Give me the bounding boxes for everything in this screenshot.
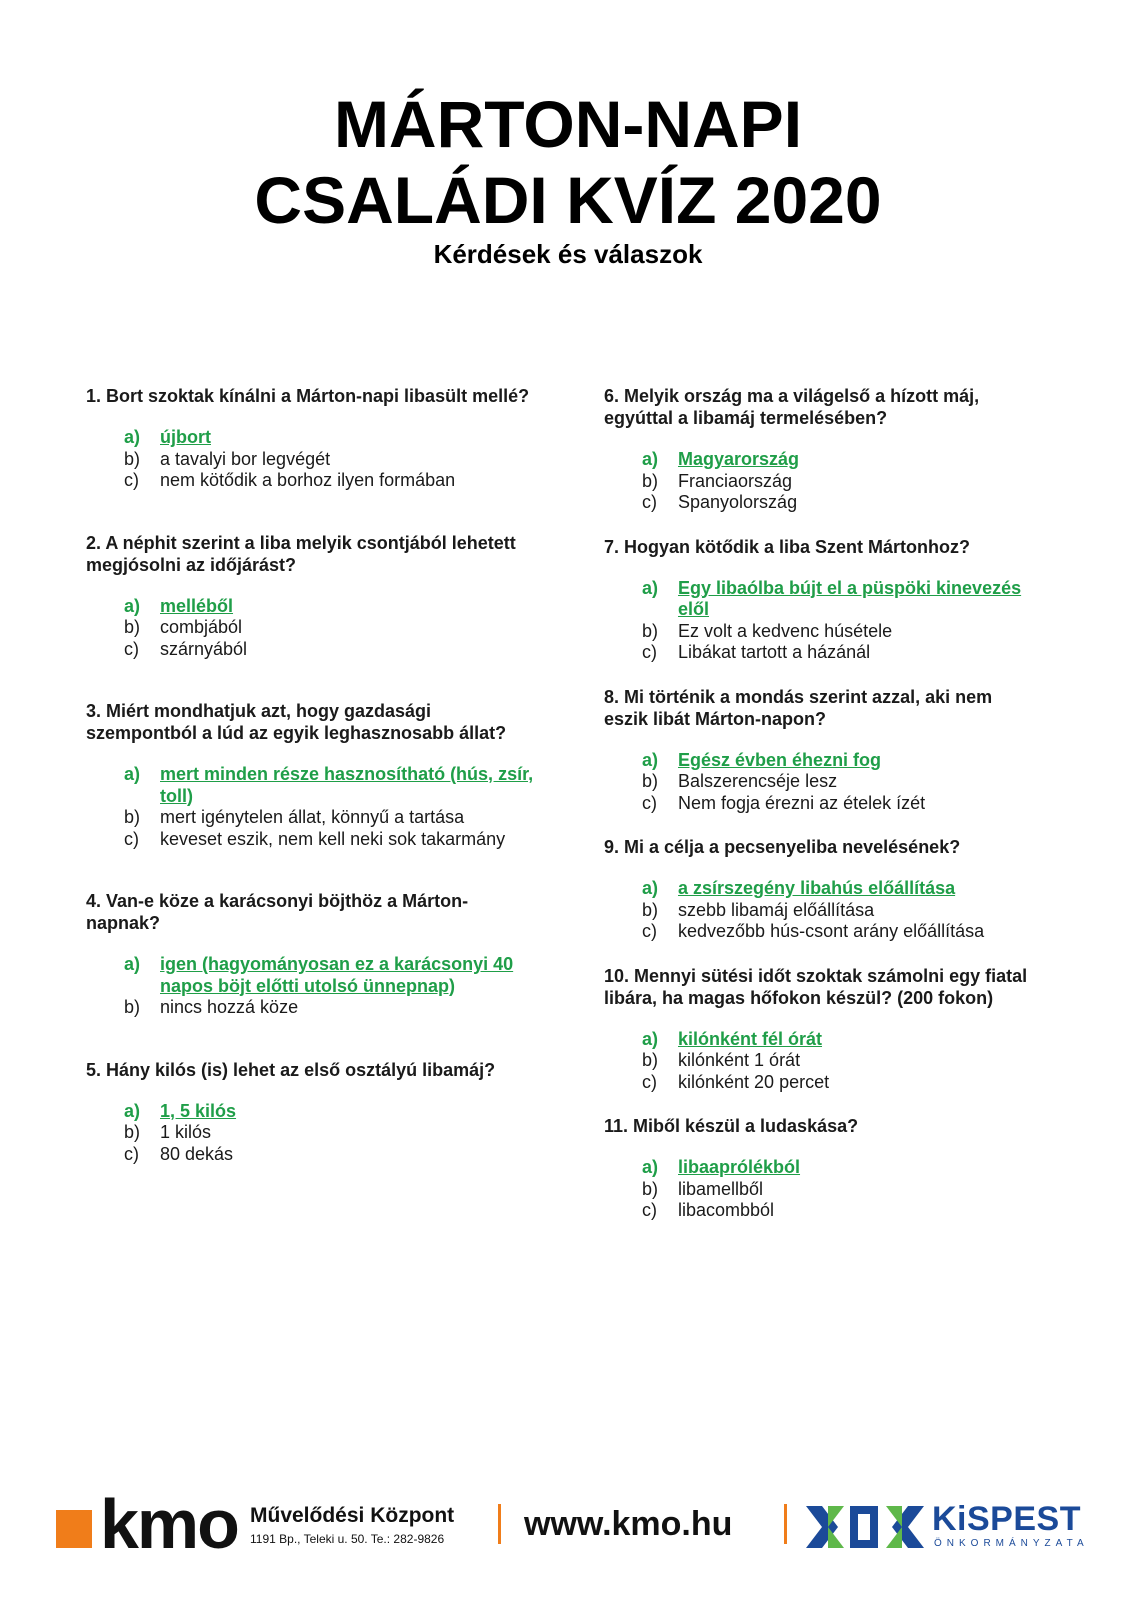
answer-list [604, 1157, 1034, 1222]
answer-text: mert igénytelen állat, könnyű a tartása [160, 807, 465, 827]
correct-answer [86, 764, 536, 807]
answer-letter: a) [124, 764, 141, 784]
answer-text: Spanyolország [678, 492, 798, 512]
correct-answer [86, 596, 536, 618]
answer-text: szárnyából [160, 638, 248, 659]
answer-option [86, 639, 536, 661]
answer-letter: b) [124, 617, 141, 637]
answer-text: a tavalyi bor legvégét [160, 448, 331, 469]
answer-option [86, 449, 536, 471]
website-link[interactable]: www.kmo.hu [524, 1505, 733, 1543]
answer-text: újbort [160, 427, 211, 447]
kmo-address: 1191 Bp., Teleki u. 50. Te.: 282-9826 [250, 1532, 445, 1546]
kispest-subtitle: ÖNKORMÁNYZATA [934, 1538, 1089, 1549]
question-block [86, 890, 536, 1019]
answer-letter: b) [124, 997, 141, 1017]
footer-divider [784, 1504, 787, 1544]
answer-text: kilónként 1 órát [678, 1050, 801, 1070]
answer-letter: c) [642, 921, 657, 941]
answer-text: Nem fogja érezni az ételek ízét [678, 792, 926, 813]
title-line-1: MÁRTON-NAPI [333, 87, 803, 161]
question-text: 2. A néphit szerint a liba melyik csontjából lehetett megjósolni az időjárást? [86, 532, 516, 575]
answer-text: libamellből [678, 1178, 764, 1199]
question-block [86, 385, 536, 492]
subtitle: Kérdések és válaszok [433, 239, 703, 269]
answer-option [604, 1200, 1034, 1222]
kmo-logo: kmo [100, 1485, 238, 1563]
question-text: 10. Mennyi sütési időt szoktak számolni egy fiatal libára, ha magas hőfokon készül? (200 fokon) [604, 965, 1028, 1008]
correct-answer [86, 427, 536, 449]
answer-text: Egész évben éhezni fog [678, 749, 882, 770]
correct-answer [604, 878, 1034, 900]
answer-list [604, 449, 1034, 514]
answer-text: szebb libamáj előállítása [678, 899, 875, 920]
answer-letter: c) [642, 642, 657, 662]
answer-option [604, 471, 1034, 493]
answer-text: kilónként 20 percet [678, 1071, 830, 1092]
correct-answer [604, 1157, 1034, 1179]
answer-letter: a) [642, 878, 659, 898]
answer-letter: b) [124, 1122, 141, 1142]
answer-option [86, 1144, 536, 1166]
answer-letter: b) [124, 448, 141, 469]
answer-letter: b) [642, 899, 659, 920]
question-block [604, 686, 1034, 815]
answer-option [604, 793, 1034, 815]
answer-text: Libákat tartott a házánál [678, 642, 871, 662]
answer-list [604, 750, 1034, 815]
answer-text: kilónként fél órát [678, 1028, 823, 1049]
answer-letter: c) [642, 1200, 657, 1220]
answer-text: 1, 5 kilós [160, 1100, 237, 1121]
answer-option [86, 807, 536, 829]
answer-list [604, 1029, 1034, 1094]
correct-answer [604, 1029, 1034, 1051]
answer-text: combjából [160, 617, 243, 637]
question-text: 3. Miért mondhatjuk azt, hogy gazdasági szempontból a lúd az egyik leghasznosabb állat? [86, 701, 507, 743]
answer-letter: c) [124, 1143, 139, 1164]
title-line-2: CSALÁDI KVÍZ 2020 [254, 163, 882, 237]
answer-text: igen (hagyományosan ez a karácsonyi 40 napos böjt előtti utolsó ünnepnap) [160, 954, 514, 996]
correct-answer [86, 1101, 536, 1123]
answer-text: a zsírszegény libahús előállítása [678, 878, 956, 898]
answer-text: nem kötődik a borhoz ilyen formában [160, 470, 456, 490]
answer-text: keveset eszik, nem kell neki sok takarmány [160, 828, 506, 849]
answer-letter: a) [124, 427, 141, 447]
footer-divider [498, 1504, 501, 1544]
answer-text: 80 dekás [160, 1143, 234, 1164]
answer-option [86, 617, 536, 639]
answer-letter: c) [642, 792, 657, 813]
answer-letter: a) [642, 749, 659, 770]
answer-text: melléből [160, 595, 234, 616]
answer-letter: b) [642, 1050, 659, 1070]
answer-option [604, 771, 1034, 793]
correct-answer [86, 954, 536, 997]
answer-text: Franciaország [678, 470, 793, 491]
answer-option [86, 1122, 536, 1144]
answer-option [604, 642, 1034, 664]
question-block [604, 836, 1034, 943]
question-text: 5. Hány kilós (is) lehet az első osztályú libamáj? [86, 1059, 496, 1080]
answer-letter: c) [124, 828, 139, 849]
kmo-orange-square-icon [56, 1510, 92, 1548]
answer-text: Balszerencséje lesz [678, 771, 838, 791]
answer-letter: a) [642, 1157, 659, 1177]
question-block [604, 965, 1034, 1094]
answer-option [86, 470, 536, 492]
answer-list [86, 954, 536, 1019]
question-block [86, 700, 536, 850]
answer-letter: b) [642, 620, 659, 641]
answer-list [604, 878, 1034, 943]
answer-list [604, 578, 1034, 664]
answer-option [604, 492, 1034, 514]
correct-answer [604, 750, 1034, 772]
answer-letter: c) [642, 1071, 657, 1092]
answer-letter: b) [642, 771, 659, 791]
question-text: 6. Melyik ország ma a világelső a hízott máj, egyúttal a libamáj termelésében? [604, 386, 980, 428]
answer-text: Magyarország [678, 449, 800, 469]
answer-letter: b) [642, 470, 659, 491]
kispest-xix-logo-icon [806, 1506, 924, 1548]
answer-option [604, 900, 1034, 922]
answer-text: kedvezőbb hús-csont arány előállítása [678, 921, 985, 941]
answer-text: libaaprólékból [678, 1157, 801, 1177]
answer-option [604, 621, 1034, 643]
answer-text: 1 kilós [160, 1122, 212, 1142]
question-text: 1. Bort szoktak kínálni a Márton-napi libasült mellé? [86, 386, 530, 406]
answer-letter: c) [642, 492, 657, 512]
answer-text: Ez volt a kedvenc húsétele [678, 620, 893, 641]
answer-list [86, 427, 536, 492]
question-block [86, 1059, 536, 1166]
answer-option [86, 997, 536, 1019]
answer-letter: a) [642, 1028, 659, 1049]
kmo-name: Művelődési Központ [250, 1504, 455, 1527]
question-text: 7. Hogyan kötődik a liba Szent Mártonhoz? [604, 536, 971, 557]
answer-text: Egy libaólba bújt el a püspöki kinevezés elől [678, 577, 1022, 619]
answer-letter: a) [124, 954, 141, 974]
footer [0, 1485, 1136, 1563]
answer-list [86, 1101, 536, 1166]
answer-option [86, 829, 536, 851]
question-block [604, 1115, 1034, 1222]
answer-list [86, 764, 536, 850]
answer-text: nincs hozzá köze [160, 997, 299, 1017]
question-text: 11. Miből készül a ludaskása? [604, 1116, 859, 1136]
answer-text: mert minden része hasznosítható (hús, zsír, toll) [160, 764, 534, 806]
question-block [604, 536, 1034, 664]
question-text: 8. Mi történik a mondás szerint azzal, aki nem eszik libát Márton-napon? [604, 686, 993, 729]
right-question-column [604, 385, 1034, 1244]
correct-answer [604, 449, 1034, 471]
answer-letter: a) [642, 449, 659, 469]
answer-list [86, 596, 536, 661]
question-text: 9. Mi a célja a pecsenyeliba nevelésének? [604, 837, 961, 857]
kispest-name: KiSPEST [932, 1500, 1081, 1538]
question-block [86, 532, 536, 661]
correct-answer [604, 578, 1034, 621]
answer-letter: c) [124, 470, 139, 490]
question-block [604, 385, 1034, 514]
answer-letter: a) [642, 577, 659, 598]
answer-option [604, 1179, 1034, 1201]
question-text: 4. Van-e köze a karácsonyi böjthöz a Márton-napnak? [86, 891, 469, 933]
answer-option [604, 1072, 1034, 1094]
answer-letter: c) [124, 638, 139, 659]
answer-letter: a) [124, 595, 141, 616]
left-question-column [86, 385, 536, 1205]
answer-letter: b) [124, 807, 141, 827]
answer-option [604, 921, 1034, 943]
answer-text: libacombból [678, 1200, 775, 1220]
answer-option [604, 1050, 1034, 1072]
answer-letter: b) [642, 1178, 659, 1199]
answer-letter: a) [124, 1100, 141, 1121]
